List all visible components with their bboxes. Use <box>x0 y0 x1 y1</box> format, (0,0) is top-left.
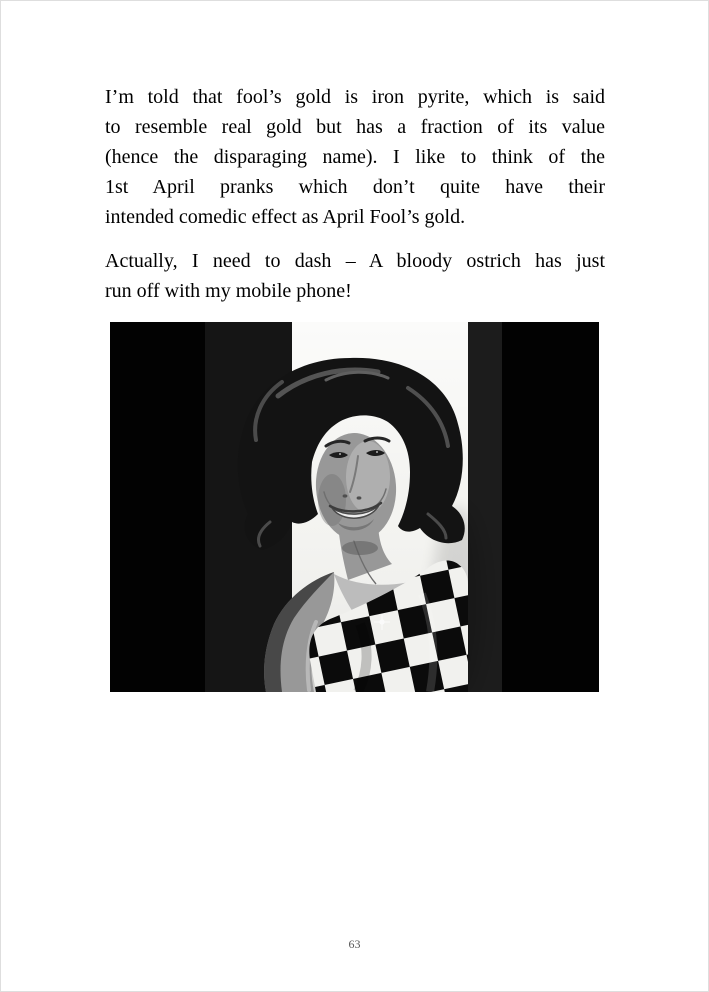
eye-glint <box>339 453 341 455</box>
text-line: (hence the disparaging name). I like to think of the <box>105 146 605 168</box>
eye-glint <box>376 451 378 453</box>
text-line: intended comedic effect as April Fool’s gold. <box>105 206 466 228</box>
paragraph-2 <box>105 246 605 306</box>
page-number: 63 <box>348 937 361 951</box>
text-line: to resemble real gold but has a fraction of its value <box>105 116 605 138</box>
text-line: I’m told that fool’s gold is iron pyrite, which is said <box>105 86 605 108</box>
nostril <box>357 496 362 499</box>
text-line: run off with my mobile phone! <box>105 280 352 302</box>
portrait-photo <box>110 322 599 692</box>
text-line: Actually, I need to dash – A bloody ostrich has just <box>105 250 605 272</box>
nostril <box>343 494 348 497</box>
face-shadow <box>318 474 346 526</box>
face-highlight <box>346 441 390 513</box>
chin-shadow <box>342 541 378 555</box>
body-text <box>105 82 605 306</box>
text-line: 1st April pranks which don’t quite have their <box>105 176 605 198</box>
paragraph-1 <box>105 82 605 232</box>
photo-illustration <box>110 322 599 692</box>
